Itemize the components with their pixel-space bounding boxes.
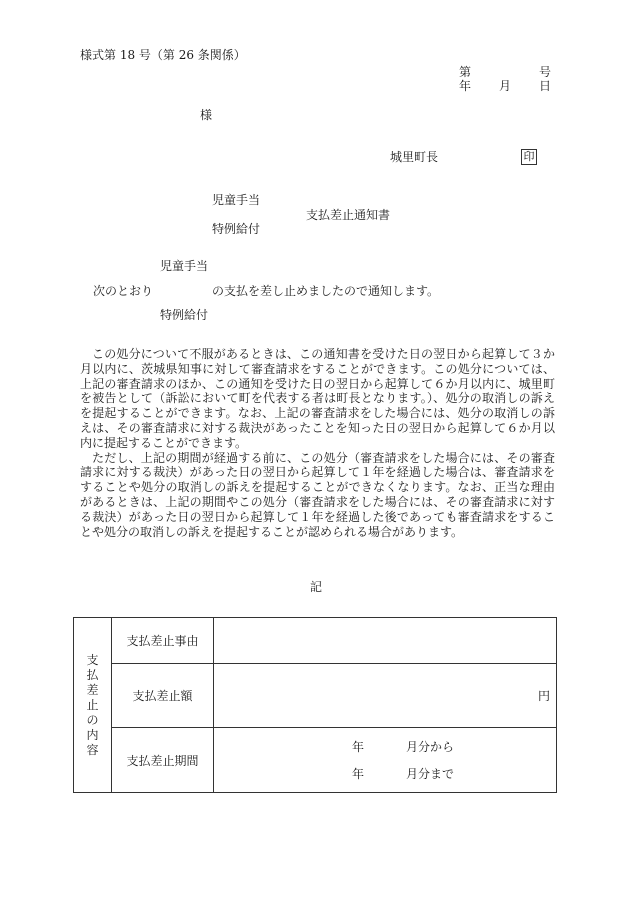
- appeal-paragraph-1: この処分について不服があるときは、この通知書を受けた日の翌日から起算して３か月以内に、茨城県知事に対して審査請求をすることができます。この処分については、上記の審査請求のほか、この通知を受けた日の翌日から起算して６か月以内に、城里町を被告として（訴訟において町を代表する者は町長となります。）、処分の取消しの訴えを提起することができます。なお、上記の審査請求をした場合には、処分の取消しの訴えは、その審査請求に対する裁決があったことを知った日の翌日から起算して６か月以内に提起することができます。: [80, 347, 555, 450]
- group-label: 支払差止の内容: [86, 652, 99, 757]
- period-from-year: 年: [352, 740, 365, 754]
- period-from-month: 月分から: [406, 740, 455, 754]
- addressee-suffix: 様: [200, 108, 213, 122]
- appeal-instructions: [80, 347, 555, 539]
- issuer: 城里町長: [390, 150, 439, 164]
- reason-value: [214, 618, 557, 664]
- page-title: 支払差止通知書: [306, 208, 391, 222]
- suspension-details-table: [73, 617, 557, 793]
- notice-suffix: の支払を差し止めましたので通知します。: [212, 284, 440, 298]
- title-option-top: 児童手当: [212, 193, 261, 207]
- date-year: 年: [459, 79, 472, 93]
- notice-prefix: 次のとおり: [93, 284, 154, 298]
- number-suffix: 号: [539, 65, 552, 79]
- reason-label: 支払差止事由: [112, 618, 214, 664]
- amount-unit: 円: [214, 664, 557, 728]
- notice-option-top: 児童手当: [160, 259, 209, 273]
- appeal-paragraph-2: ただし、上記の期間が経過する前に、この処分（審査請求をした場合には、その審査請求に対する裁決）があった日の翌日から起算して１年を経過した場合は、審査請求をすることや処分の取消しの訴えを提起することができなくなります。なお、正当な理由があるときは、上記の期間やこの処分（審査請求をした場合には、その審査請求に対する裁決）があった日の翌日から起算して１年を経過した後であっても審査請求をすることや処分の取消しの訴えを提起することが認められる場合があります。: [80, 450, 555, 539]
- group-label-cell: [74, 618, 112, 793]
- ki-heading: 記: [310, 580, 323, 594]
- number-prefix: 第: [459, 65, 472, 79]
- period-to-year: 年: [352, 767, 365, 781]
- period-value: [214, 728, 557, 793]
- period-label: 支払差止期間: [112, 728, 214, 793]
- date-month: 月: [499, 79, 512, 93]
- amount-label: 支払差止額: [112, 664, 214, 728]
- title-option-bottom: 特例給付: [212, 222, 261, 236]
- notice-option-bottom: 特例給付: [160, 308, 209, 322]
- period-to-month: 月分まで: [406, 767, 455, 781]
- form-number: 様式第 18 号（第 26 条関係）: [80, 48, 246, 62]
- date-day: 日: [539, 79, 552, 93]
- seal-mark: 印: [521, 149, 537, 165]
